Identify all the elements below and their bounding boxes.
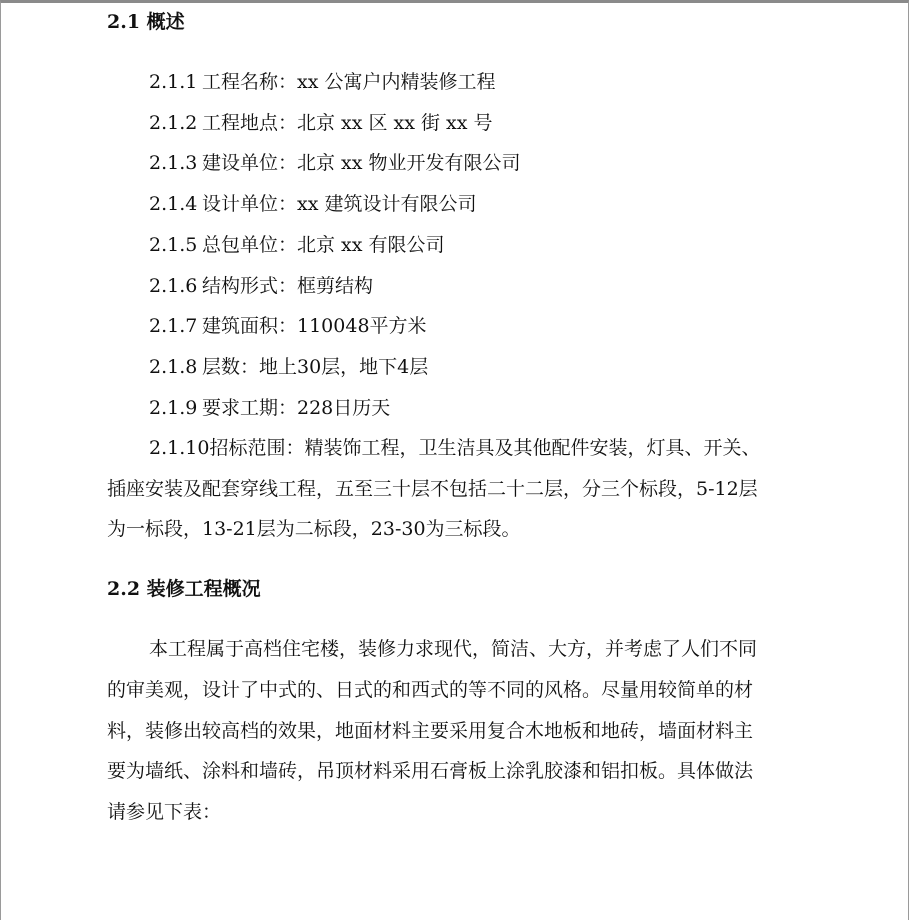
item-project-name — [149, 69, 495, 95]
item-text: 建筑面积：110048平方米 — [202, 315, 427, 337]
paragraph-line-4: 要为墙纸、涂料和墙砖，吊顶材料采用石膏板上涂乳胶漆和铝扣板。具体做法 — [107, 760, 754, 782]
item-number: 2.1.5 — [149, 234, 198, 256]
paragraph-line-1: 本工程属于高档住宅楼，装修力求现代，简洁、大方，并考虑了人们不同 — [149, 638, 758, 660]
paragraph-line-3: 料，装修出较高档的效果，地面材料主要采用复合木地板和地砖，墙面材料主 — [107, 720, 754, 742]
item-text: 结构形式：框剪结构 — [202, 275, 374, 297]
item-text: 工程名称：xx 公寓户内精装修工程 — [202, 71, 496, 93]
item-text: 总包单位：北京 xx 有限公司 — [202, 234, 445, 256]
item-text-line: 招标范围：精装饰工程，卫生洁具及其他配件安装，灯具、开关、 — [209, 437, 761, 459]
item-text: 层数：地上30层，地下4层 — [202, 356, 429, 378]
paragraph-line-2: 的审美观，设计了中式的、日式的和西式的等不同的风格。尽量用较简单的材 — [107, 679, 754, 701]
item-tender-scope-line-2: 插座安装及配套穿线工程，五至三十层不包括二十二层，分三个标段，5-12层 — [107, 478, 758, 500]
item-tender-scope-line-3: 为一标段，13-21层为二标段，23-30为三标段。 — [107, 518, 521, 540]
section-heading-decoration-overview: 2.2 装修工程概况 — [107, 578, 261, 600]
item-duration — [149, 395, 390, 421]
item-tender-scope — [149, 435, 760, 461]
item-number: 2.1.9 — [149, 397, 198, 419]
item-text: 要求工期：228日历天 — [202, 397, 391, 419]
item-number: 2.1.1 — [149, 71, 198, 93]
item-structure-type — [149, 273, 373, 299]
item-construction-unit — [149, 150, 521, 176]
section-heading-overview: 2.1 概述 — [107, 11, 185, 33]
item-number: 2.1.2 — [149, 112, 198, 134]
item-text: 设计单位：xx 建筑设计有限公司 — [202, 193, 477, 215]
item-number: 2.1.8 — [149, 356, 198, 378]
item-number: 2.1.10 — [149, 437, 210, 459]
item-text: 工程地点：北京 xx 区 xx 街 xx 号 — [202, 112, 493, 134]
item-project-location — [149, 110, 493, 136]
item-number: 2.1.7 — [149, 315, 198, 337]
item-general-contractor — [149, 232, 445, 258]
item-design-unit — [149, 191, 476, 217]
item-building-area — [149, 313, 427, 339]
item-number: 2.1.4 — [149, 193, 198, 215]
item-number: 2.1.3 — [149, 152, 198, 174]
item-floors — [149, 354, 428, 380]
item-number: 2.1.6 — [149, 275, 198, 297]
item-text: 建设单位：北京 xx 物业开发有限公司 — [202, 152, 521, 174]
paragraph-line-5: 请参见下表： — [107, 801, 222, 823]
